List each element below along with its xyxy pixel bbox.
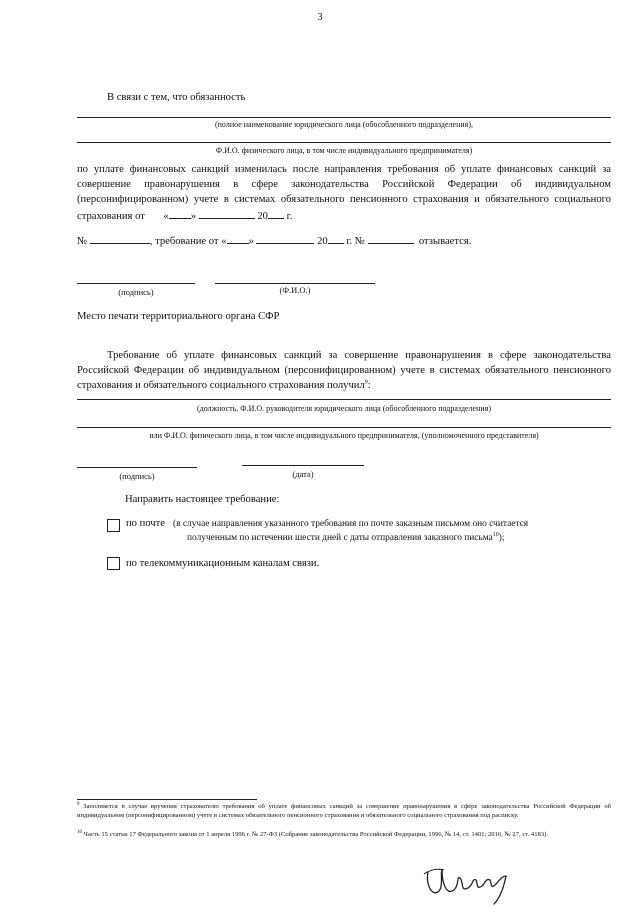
telecom-label: по телекоммуникационным каналам связи. [126,558,320,569]
signature-caption: (подпись) [118,287,154,297]
received-colon: : [367,380,371,391]
ip-name-line [77,142,611,143]
footnote-9-mark: 9 [77,801,80,807]
post-label: по почте [126,518,165,529]
fio-line [215,283,375,284]
received-text: Требование об уплате финансовых санкций за совершение правонарушения в сфере законодательства Российской Федерации об индивидуальном (персонифицированном) учете в системах обязательного пенсионного страхования и обязательного социального страхования получил [77,350,611,391]
change-paragraph-text: по уплате финансовых санкций изменилась после направления требования об уплате финансовых санкций за совершение правонарушения в сфере законодательства Российской Федерации об индивидуальном (персонифицированном) учете в системах обязательного пенсионного страхования и обязательного социального страхования от [77,164,611,222]
req-close-quote: » [248,236,254,247]
org-name-line [77,117,611,118]
revoked-text: отзывается. [418,236,472,247]
footnote-10 [77,830,611,839]
date-close-quote: » [190,211,197,222]
requirement-line [77,232,471,249]
year-suffix: г. [286,211,293,222]
footnote-ref-10: 10 [492,531,499,538]
post-note-end: ); [498,533,505,543]
signature2-line [77,467,197,468]
footnote-9 [77,802,611,820]
number-label: № [77,236,88,247]
req-number-blank [368,232,414,244]
day-blank [169,207,191,219]
year-prefix: 20 [257,211,268,222]
footnote-9-text: Заполняется в случае вручения страхователю требования об уплате финансовых санкций за совершение правонарушения в сфере законодательства Российской Федерации об индивидуальном (персонифицированном) учете в системах обязательного пенсионного страхования и обязательного социального страхования под расписку. [77,803,611,819]
footnote-10-text: Часть 15 статьи 17 Федерального закона от 1 апреля 1996 г. № 27-ФЗ (Собрание законодательства Российской Федерации, 1996, № 14, ст. 1401; 2016, № 27, ст. 4183). [83,831,548,838]
fio-caption: (Ф.И.О.) [279,285,311,295]
intro-text: В связи с тем, что обязанность [107,92,246,103]
req-g-no: г. № [346,236,365,247]
stamp-place-text: Место печати территориального органа СФР [77,311,280,322]
rep-caption: или Ф.И.О. физического лица, в том числе индивидуального предпринимателя, (уполномоченного представителя) [149,431,539,440]
number-blank [90,232,150,244]
change-paragraph [77,162,611,224]
footnote-separator [77,799,257,800]
month-blank [199,207,255,219]
post-note-line2 [173,531,613,545]
req-month-blank [256,232,314,244]
footnote-10-mark: 10 [77,829,82,835]
date-open-quote: « [163,211,169,222]
send-label: Направить настоящее требование: [125,494,280,505]
rep-line [77,427,611,428]
handwritten-signature [420,862,530,908]
ip-name-caption: Ф.И.О. физического лица, в том числе индивидуального предпринимателя) [215,146,473,155]
requirement-from: , требование от « [149,236,227,247]
req-day-blank [227,232,249,244]
date-line [242,465,364,466]
telecom-checkbox[interactable] [107,557,120,570]
head-caption: (должность, Ф.И.О. руководителя юридического лица (обособленного подразделения) [196,404,492,413]
post-note-text: полученным по истечении шести дней с даты отправления заказного письма [187,533,493,543]
page-number: 3 [317,12,323,23]
req-year-blank [328,232,344,244]
signature2-caption: (подпись) [119,471,155,481]
year-blank [268,207,284,219]
org-name-caption: (полное наименование юридического лица (обособленного подразделения), [214,120,473,129]
received-paragraph [77,348,611,393]
date-caption: (дата) [292,469,314,479]
post-checkbox[interactable] [107,519,120,532]
footnote-ref-9: 9 [364,379,368,386]
head-line [77,399,611,400]
signature-line [77,283,195,284]
req-year-prefix: 20 [317,236,328,247]
post-note-line1: (в случае направления указанного требования по почте заказным письмом оно считается [173,519,529,529]
post-note [173,517,613,545]
